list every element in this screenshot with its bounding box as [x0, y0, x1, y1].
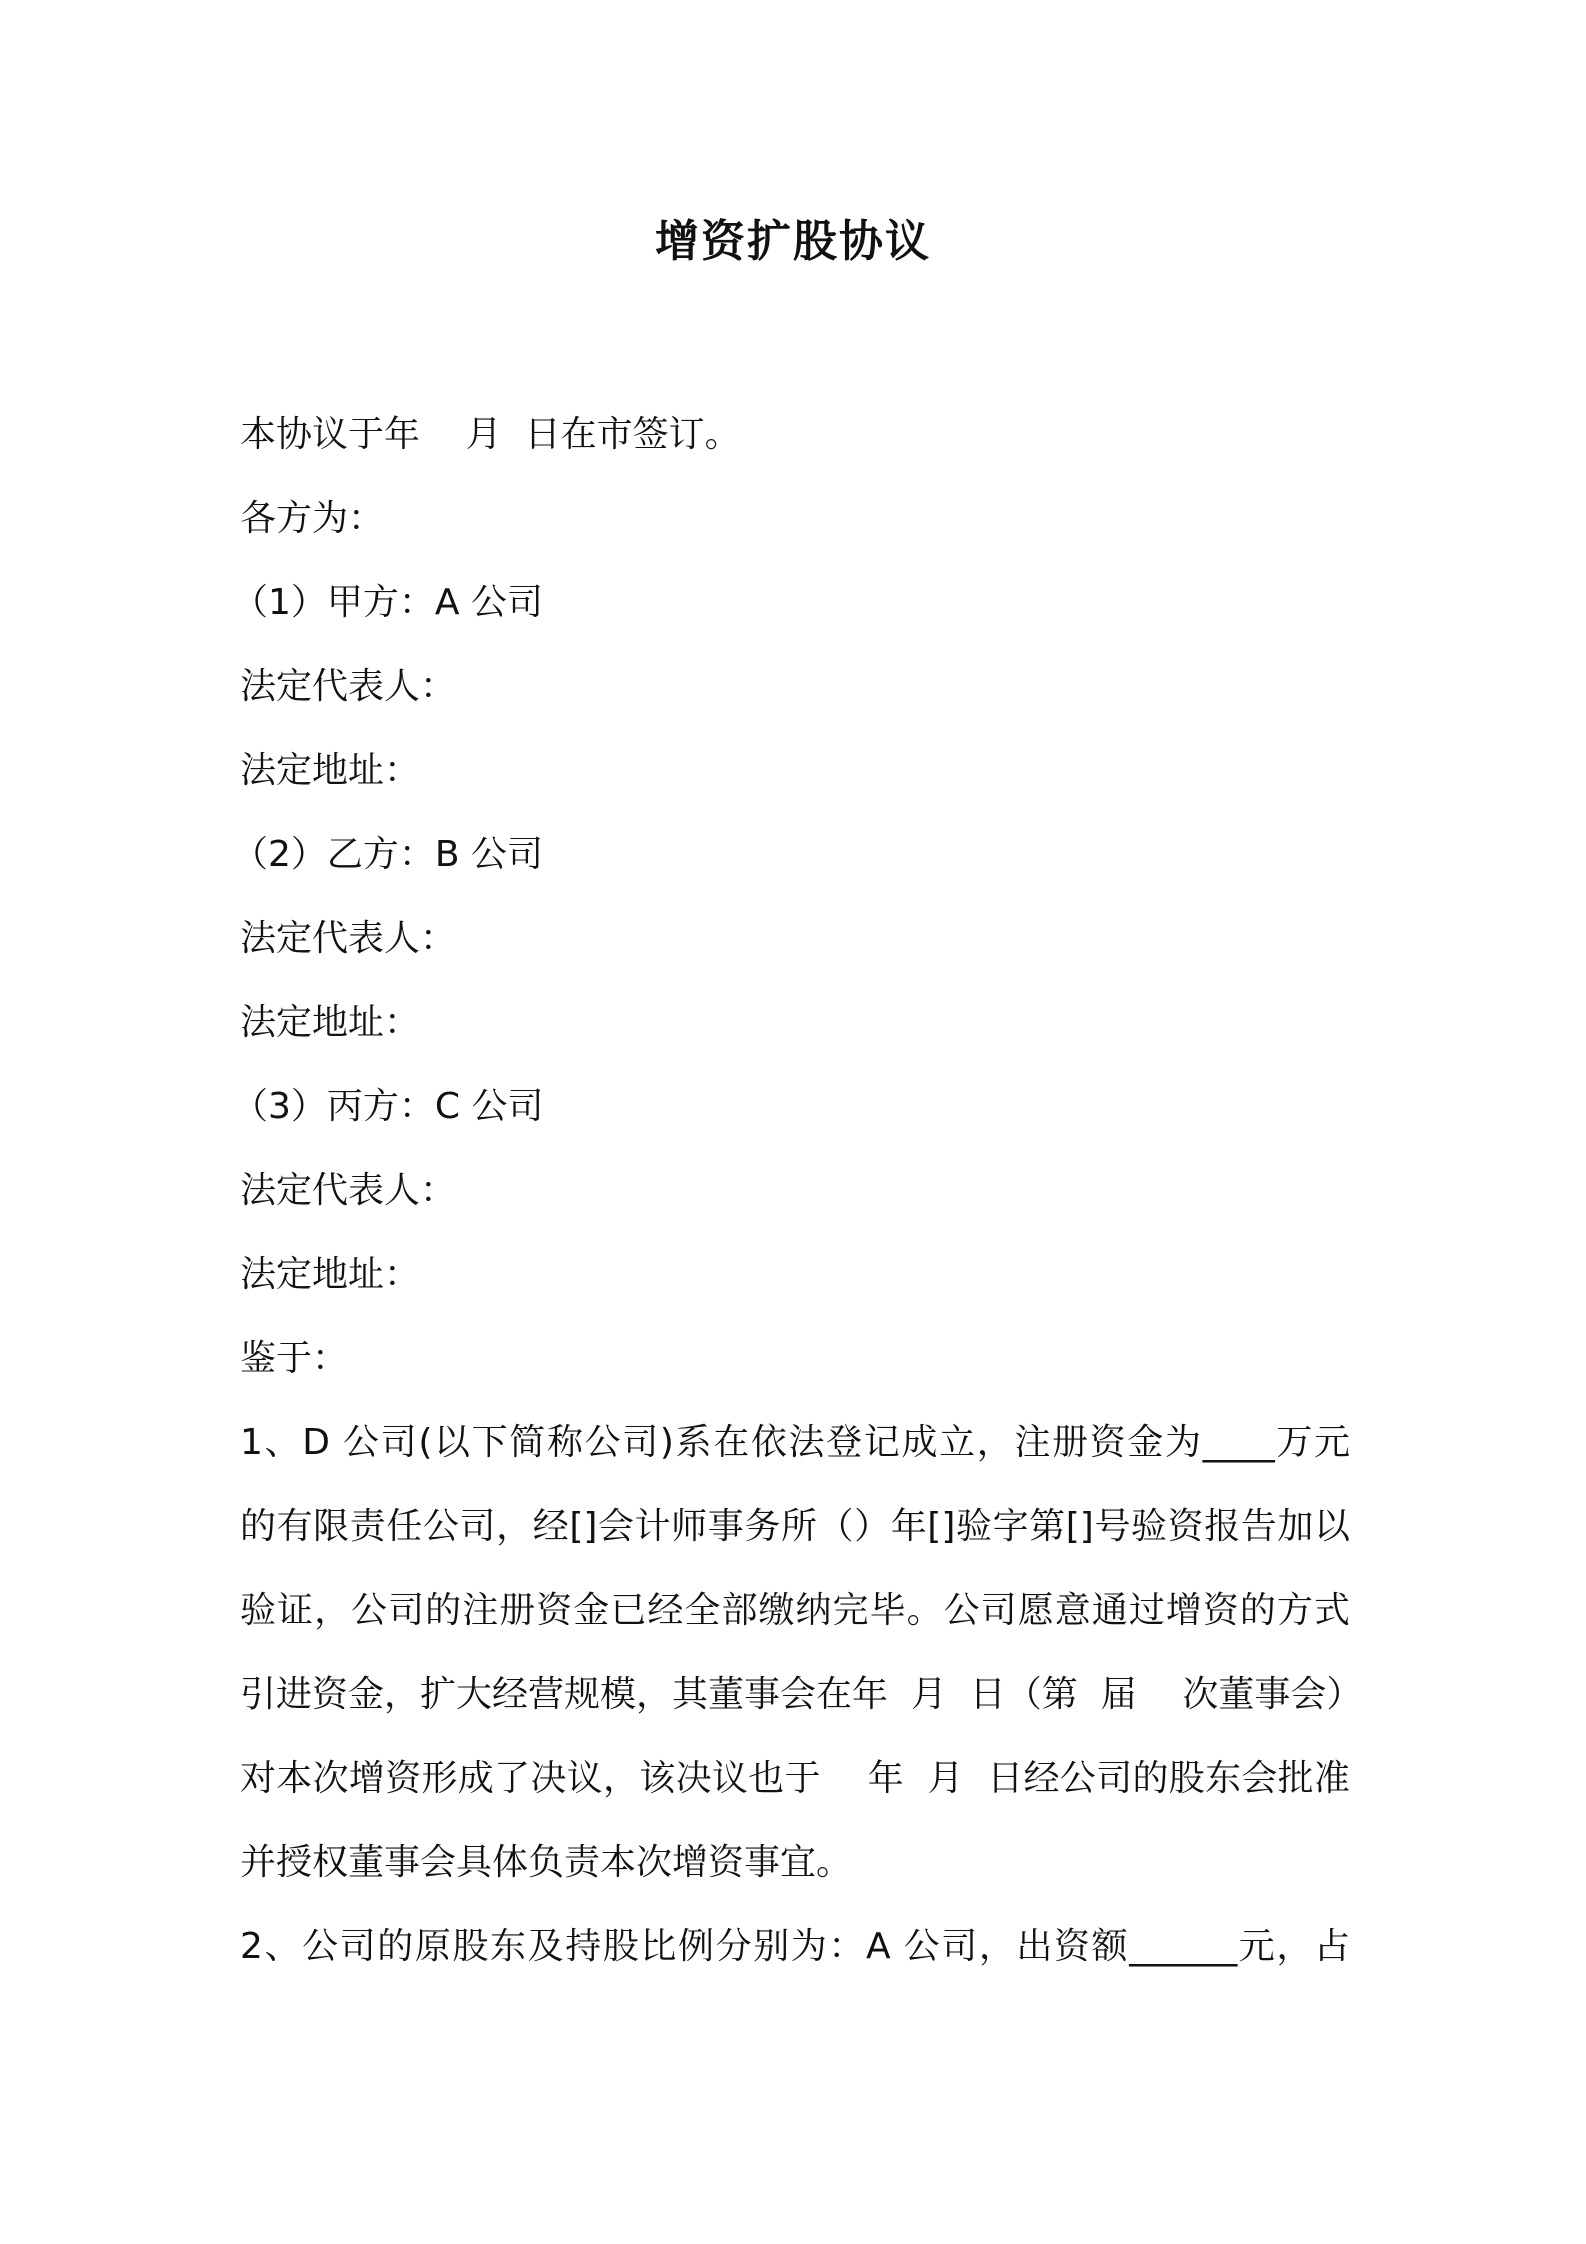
party-c-representative: 法定代表人：	[240, 1170, 457, 1211]
party-c-address: 法定地址：	[240, 1254, 421, 1295]
clause-1-line: 对本次增资形成了决议，该决议也于 年 月 日经公司的股东会批准	[240, 1758, 1350, 1799]
whereas-heading: 鉴于：	[240, 1338, 349, 1379]
party-a-label: （1）甲方：A 公司	[232, 582, 543, 623]
document-title: 增资扩股协议	[655, 216, 931, 267]
agreement-intro: 本协议于年 月 日在市签订。	[240, 414, 741, 455]
clause-1-line: 验证，公司的注册资金已经全部缴纳完毕。公司愿意通过增资的方式	[240, 1590, 1350, 1631]
party-a-representative: 法定代表人：	[240, 666, 457, 707]
clause-2-line: 2、公司的原股东及持股比例分别为：A 公司，出资额______元，占	[240, 1926, 1350, 1967]
clause-1	[240, 1401, 1363, 1905]
party-a-address: 法定地址：	[240, 750, 421, 791]
clause-2	[240, 1905, 1350, 1989]
clause-1-line: 并授权董事会具体负责本次增资事宜。	[240, 1842, 853, 1883]
party-b-address: 法定地址：	[240, 1002, 421, 1043]
clause-1-line: 1、D 公司(以下简称公司)系在依法登记成立，注册资金为____万元	[240, 1422, 1350, 1463]
party-c-label: （3）丙方：C 公司	[232, 1086, 544, 1127]
party-b-representative: 法定代表人：	[240, 918, 457, 959]
parties-heading: 各方为：	[240, 498, 385, 539]
party-b-label: （2）乙方：B 公司	[232, 834, 544, 875]
clause-1-line: 引进资金，扩大经营规模，其董事会在年 月 日（第 届 次董事会）	[240, 1674, 1363, 1715]
clause-1-line: 的有限责任公司，经[]会计师事务所（）年[]验字第[]号验资报告加以	[240, 1506, 1350, 1547]
